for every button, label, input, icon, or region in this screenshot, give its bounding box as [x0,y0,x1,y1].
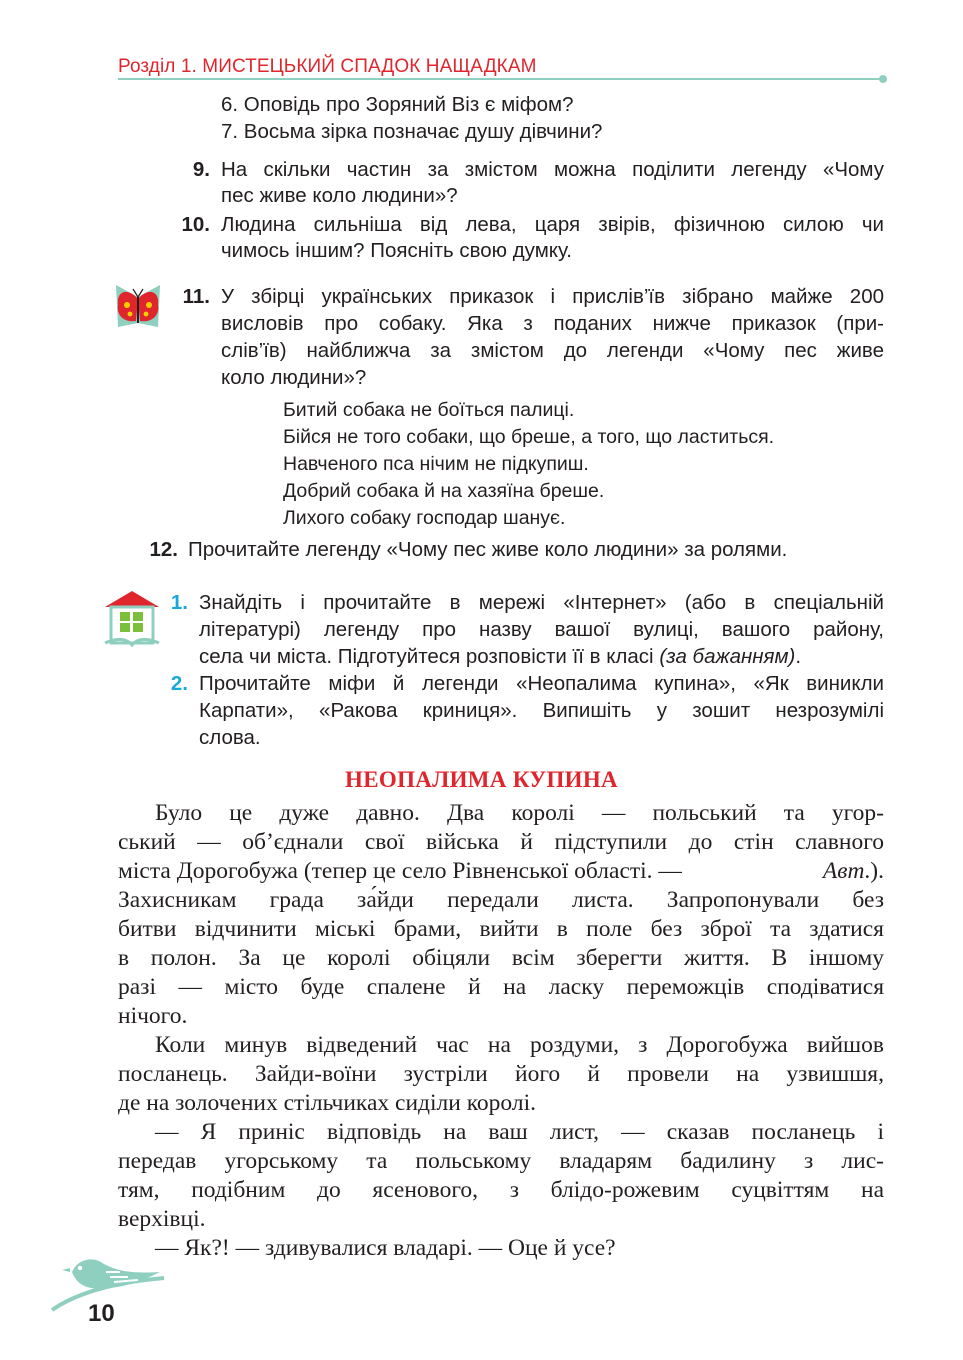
proverb: Лихого собаку господар шанує. [283,507,566,529]
question-text: Прочитайте легенду «Чому пес живе коло людини» за ролями. [188,538,788,561]
homework-italic: (за бажанням) [659,645,796,668]
question-text: пес живе коло людини»? [221,184,458,207]
question-number: 12. [149,538,178,561]
homework-text: літературі) легенду про назву вашої вулиці, вашого району, [199,618,884,641]
homework-number: 1. [170,591,188,614]
homework-text: села чи міста. Підготуйтеся розповісти її в класі [199,645,654,668]
story-line: битви відчинити міські брами, вийти в поле без зброї та здатися [118,916,884,942]
story-line: верхівці. [118,1206,206,1232]
question-text: У збірці українських приказок і прислів’їв зібрано майже 200 [221,285,884,308]
story-line: ський — об’єднали свої війська й підступили до стін славного [118,829,884,855]
homework-number: 2. [170,672,188,695]
homework-text: слова. [199,726,261,749]
proverb: Бійся не того собаки, що бреше, а того, що ластиться. [283,426,775,448]
story-line: посланець. Зайди-воїни зустріли його й провели на узвишшя, [118,1061,884,1087]
question-text: слів’їв) найближча за змістом до легенди «Чому пес живе [221,339,884,362]
story-line: передав угорському та польському владарям бадилину з лис- [118,1148,884,1174]
story-line: Коли минув відведений час на роздуми, з Дорогобужа вийшов [155,1032,884,1058]
story-line: разі — місто буде спалене й на ласку переможців сподіватися [118,974,884,1000]
homework-text: Прочитайте міфи й легенди «Неопалима купина», «Як виникли [199,672,884,695]
story-line: де на золочених стільчиках сиділи королі. [118,1090,536,1116]
proverb: Навченого пса нічим не підкупиш. [283,453,589,475]
proverb: Битий собака не боїться палиці. [283,399,575,421]
question-text: На скільки частин за змістом можна поділити легенду «Чому [221,158,884,181]
question-number: 10. [181,213,210,236]
story-line: тям, подібним до ясенового, з блідо-рожевим суцвіттям на [118,1177,884,1203]
story-line: Було це дуже давно. Два королі — польський та угор- [155,800,884,826]
question-text: чимось іншим? Поясніть свою думку. [221,239,572,262]
homework-text-last [199,644,887,670]
sub-item: 6. Оповідь про Зоряний Віз є міфом? [221,93,574,116]
question-text: висловів про собаку. Яка з поданих нижче приказок (при- [221,312,884,335]
homework-end: . [795,645,802,668]
header-divider-dot [879,75,887,83]
story-line: — Як?! — здивувалися владарі. — Оце й усе? [155,1235,616,1261]
question-number: 11. [182,285,210,308]
story-line-end: .). [864,858,884,884]
story-title: НЕОПАЛИМА КУПИНА [345,767,618,792]
story-italic: Авт [822,858,865,884]
homework-text: Знайдіть і прочитайте в мережі «Інтернет» (або в спеціальній [199,591,884,614]
question-number: 9. [192,158,210,181]
story-line: — Я приніс відповідь на ваш лист, — сказав посланець і [155,1119,884,1145]
story-line: нічого. [118,1003,188,1029]
story-line: в полон. За це королі обіцяли всім зберегти життя. В іншому [118,945,884,971]
story-line: Захисникам града за́йди передали листа. Запропонували без [118,887,884,913]
page-number: 10 [88,1300,115,1327]
story-line: міста Дорогобужа (тепер це село Рівненської області. — [118,858,682,884]
header-divider [118,78,882,80]
question-text: Людина сильніша від лева, царя звірів, фізичною силою чи [221,213,884,236]
homework-text: Карпати», «Ракова криниця». Випишіть у зошит незрозумілі [199,699,884,722]
question-text: коло людини»? [221,366,367,389]
story-line-with-italic [118,857,884,886]
proverb: Добрий собака й на хазяїна бреше. [283,480,605,502]
sub-item: 7. Восьма зірка позначає душу дівчини? [221,120,603,143]
section-title: Розділ 1. МИСТЕЦЬКИЙ СПАДОК НАЩАДКАМ [118,56,537,77]
